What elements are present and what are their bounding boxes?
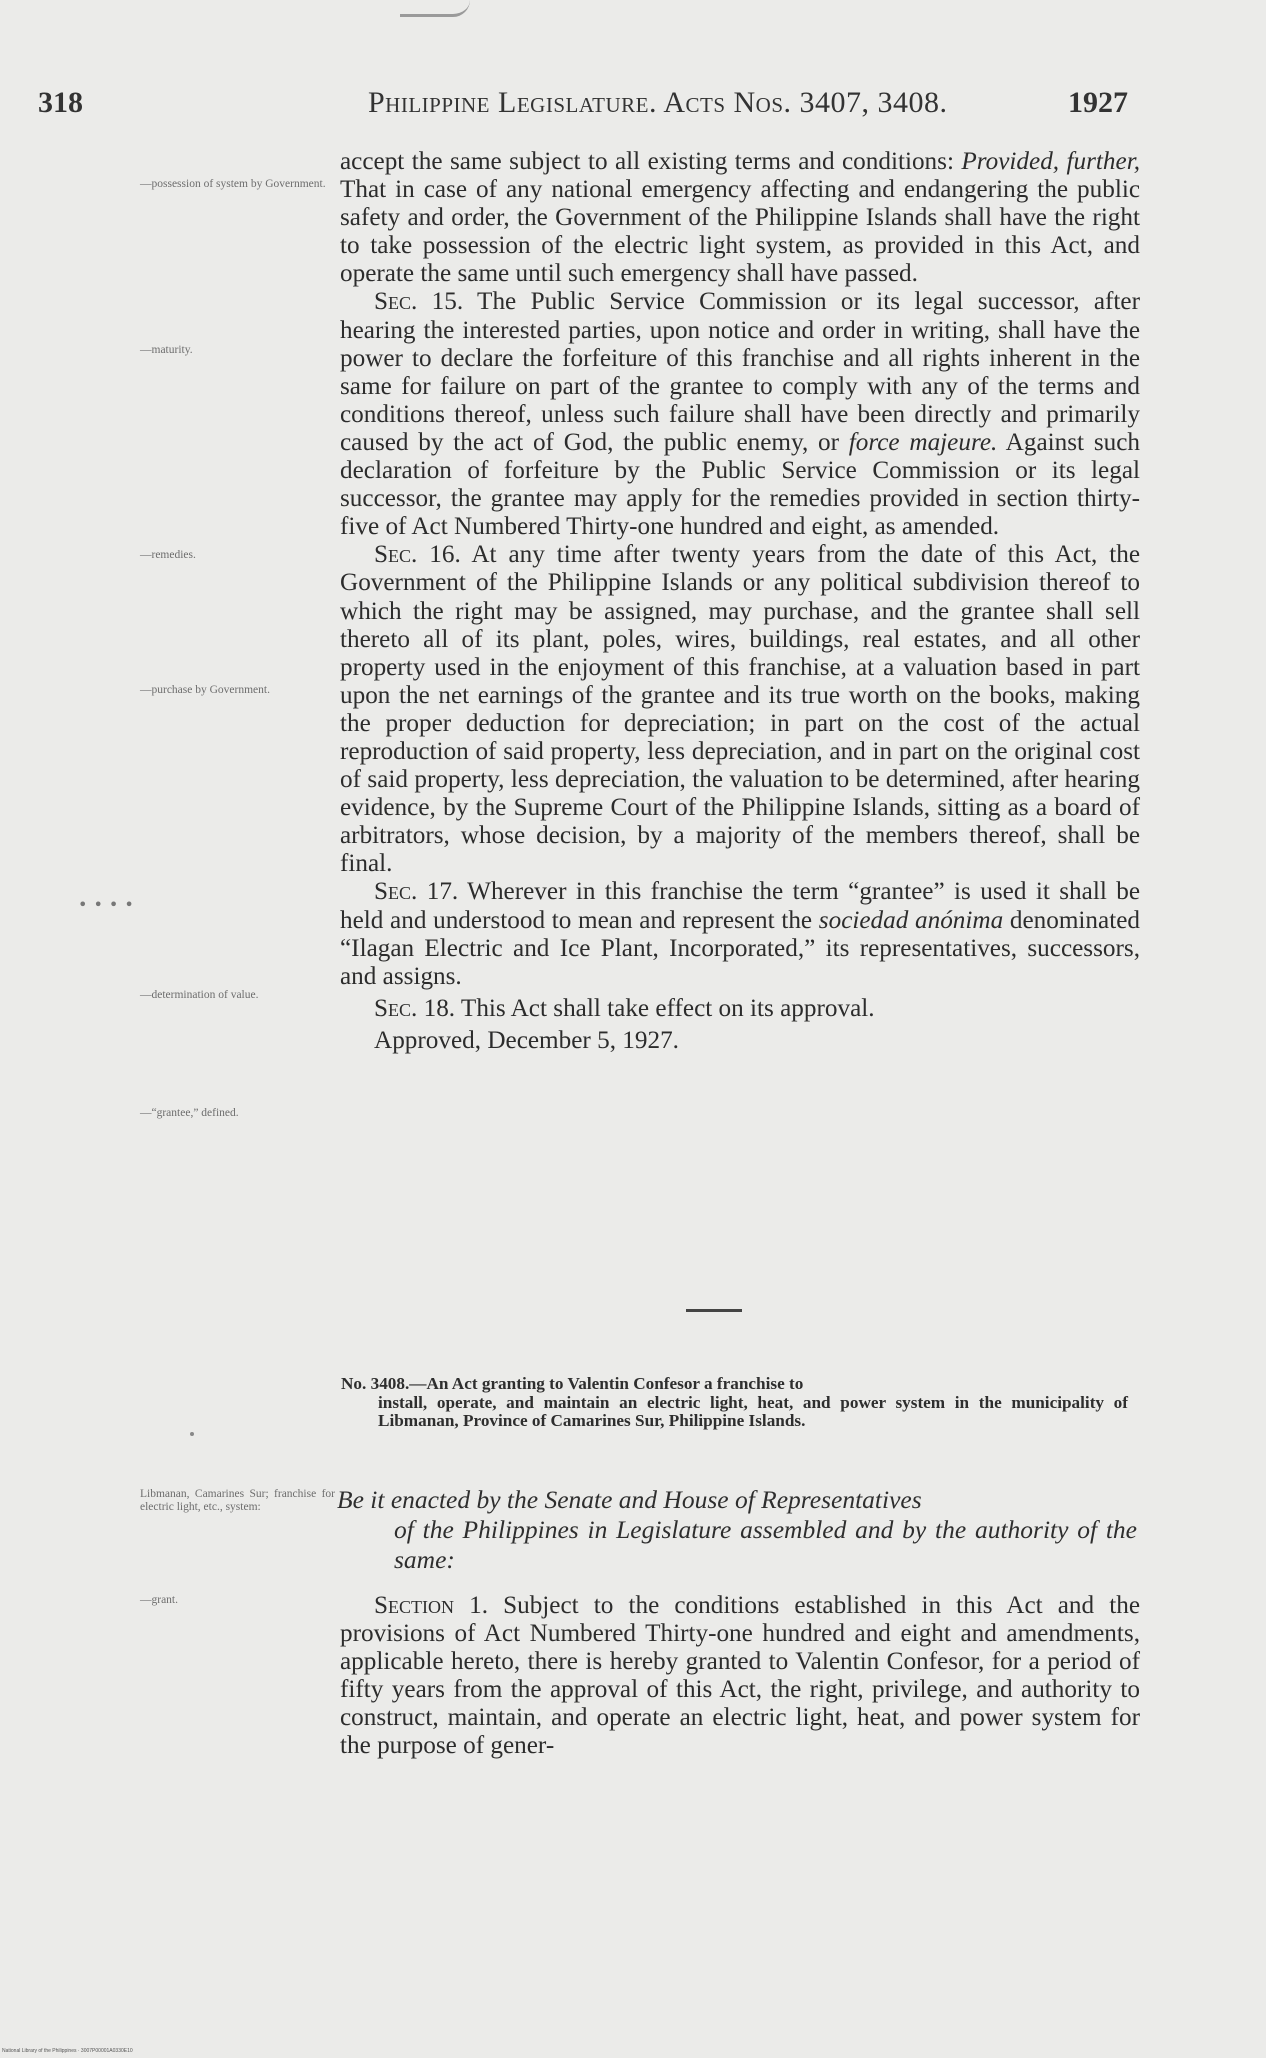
margin-note-grant: —grant. xyxy=(140,1594,179,1606)
margin-note-grantee-defined: —“grantee,” defined. xyxy=(140,1107,239,1119)
paragraph-continuation xyxy=(340,148,1140,288)
section-17-italic: sociedad anónima xyxy=(818,906,1004,934)
archive-footer: National Library of the Philippines · 3007P00001A0330E10 xyxy=(2,2048,133,2054)
section-15-text-b: Against such declaration of forfeiture by the Public Service Commission or its legal successor, the grantee may apply for the remedies provided in section thirty-five of Act Numbered Thirty-one hundred and eight, as amended. xyxy=(340,428,1140,541)
section-18-text: This Act shall take effect on its approval. xyxy=(455,994,875,1022)
proviso-italic: Provided, further, xyxy=(961,148,1141,175)
section-18 xyxy=(340,995,1140,1023)
page-edge-mark xyxy=(400,0,470,17)
section-17-label: Sec. 17. xyxy=(374,878,459,906)
proviso-text: That in case of any national emergency affecting and endangering the public safety and order, the Government of the Philippine Islands shall have the right to take possession of the electric light system, as provided in this Act, and operate the same until such emergency shall have passed. xyxy=(340,176,1140,288)
enacting-clause-rest: of the Philippines in Legislature assembled and by the authority of the same: xyxy=(394,1515,1137,1574)
section-divider xyxy=(686,1309,742,1312)
section-16-label: Sec. 16. xyxy=(374,541,461,569)
margin-note-remedies: —remedies. xyxy=(140,549,196,561)
act-3408-section-1 xyxy=(340,1592,1140,1761)
margin-note-possession: —possession of system by Government. xyxy=(140,178,326,190)
margin-note-libmanan: Libmanan, Camarines Sur; franchise for electric light, etc., system: xyxy=(140,1488,335,1513)
section-1-paragraph xyxy=(340,1592,1140,1761)
running-title: Philippine Legislature. Acts Nos. 3407, 3408. xyxy=(368,86,948,119)
section-16 xyxy=(340,541,1140,878)
marginal-dots: •••• xyxy=(78,895,140,914)
continuation-line: accept the same subject to all existing terms and conditions: xyxy=(340,148,954,175)
section-17 xyxy=(340,878,1140,990)
act-3408-title xyxy=(341,1375,1128,1431)
enacting-clause-first: Be it enacted by the Senate and House of Representatives xyxy=(337,1485,922,1514)
margin-note-purchase: —purchase by Government. xyxy=(140,684,270,696)
section-15 xyxy=(340,288,1140,541)
section-15-italic: force majeure. xyxy=(848,428,998,456)
page-number: 318 xyxy=(38,86,83,119)
enacting-clause xyxy=(337,1485,1137,1575)
section-17-text-b: denominated “Ilagan Electric and Ice Plant, Incorporated,” its representatives, successors, and assigns. xyxy=(340,906,1140,990)
section-1-text: Subject to the conditions established in this Act and the provisions of Act Numbered Thirty-one hundred and eight and amendments, applicable hereto, there is hereby granted to Valentin Confesor, for a period of fifty years from the approval of this Act, the right, privilege, and authority to construct, maintain, and operate an electric light, heat, and power system for the purpose of gener- xyxy=(340,1592,1140,1760)
section-15-text-a: The Public Service Commission or its legal successor, after hearing the interested parties, upon notice and order in writing, shall have the power to declare the forfeiture of this franchise and all rights inherent in the same for failure on part of the grantee to comply with any of the terms and conditions thereof, unless such failure shall have been directly and primarily caused by the act of God, the public enemy, or xyxy=(340,288,1140,456)
act-3408-heading: No. 3408.—An Act granting to Valentin Confesor a franchise to xyxy=(341,1374,804,1393)
section-1-label: Section 1. xyxy=(374,1592,488,1619)
section-16-text: At any time after twenty years from the date of this Act, the Government of the Philippine Islands or any political subdivision thereof to which the right may be assigned, may purchase, and the grantee shall sell thereto all of its plant, poles, wires, buildings, real estates, and all other property used in the enjoyment of this franchise, at a valuation based in part upon the net earnings of the grantee and its true worth on the books, making the proper deduction for depreciation; in part on the cost of the actual reproduction of said property, less depreciation, and in part on the original cost of said property, less depreciation, the valuation to be determined, after hearing evidence, by the Supreme Court of the Philippine Islands, sitting as a board of arbitrators, whose decision, by a majority of the members thereof, shall be final. xyxy=(340,541,1140,878)
section-17-text-a: Wherever in this franchise the term “grantee” is used it shall be held and understood to mean and represent the xyxy=(340,878,1141,934)
marginal-tick xyxy=(190,1432,194,1436)
page-header xyxy=(38,86,1128,126)
section-18-label: Sec. 18. xyxy=(374,994,456,1022)
body-text xyxy=(340,148,1140,1055)
approval-line: Approved, December 5, 1927. xyxy=(374,1026,679,1054)
margin-note-maturity: —maturity. xyxy=(140,344,193,356)
section-15-label: Sec. 15. xyxy=(374,288,464,316)
margin-note-determination: —determination of value. xyxy=(140,989,259,1001)
header-year: 1927 xyxy=(1068,86,1128,119)
act-3408-title-continuation: install, operate, and maintain an electric light, heat, and power system in the municipality of Libmanan, Province of Camarines Sur, Philippine Islands. xyxy=(378,1392,1128,1431)
